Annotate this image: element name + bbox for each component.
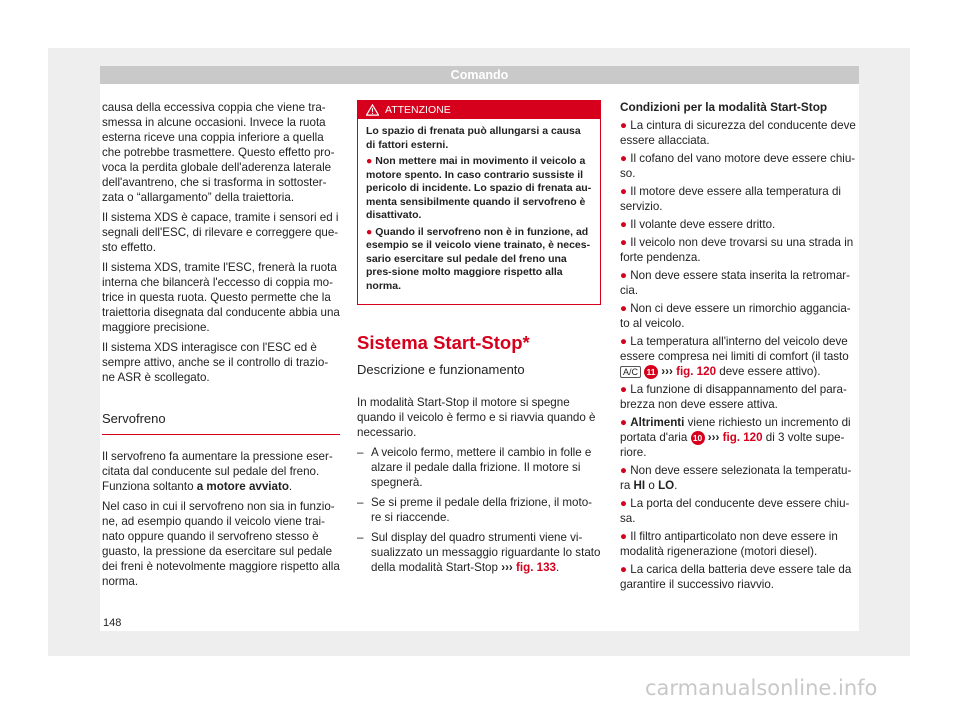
condition-item: ● Non ci deve essere un rimorchio aggancia-to al veicolo. (620, 302, 851, 330)
warning-triangle-icon (366, 104, 379, 116)
condition-item: ● Il volante deve essere dritto. (620, 218, 776, 231)
warning-box (357, 100, 601, 305)
callout-number: 11 (644, 365, 658, 379)
warning-intro: Lo spazio di frenata può allungarsi a causa di fattori esterni. (366, 125, 581, 151)
list-item: – Se si preme il pedale della frizione, il moto-re si riaccende. (357, 495, 601, 525)
ac-key-icon: A/C (620, 366, 641, 378)
column-middle (357, 100, 601, 580)
paragraph: Il servofreno fa aumentare la pressione eser-citata dal conducente sul pedale del freno. Funziona soltanto a motore avviato. (102, 450, 333, 493)
watermark: carmanualsonline.info (645, 676, 878, 700)
paragraph: Il sistema XDS, tramite l'ESC, frenerà la ruota interna che bilancerà l'eccesso di coppia mo-trice in questa ruota. Questo permette che la traiettoria disegnata dal conducente abbia una maggiore precisione. (102, 261, 340, 334)
warning-body (358, 119, 600, 293)
condition-item: ● Non deve essere stata inserita la retromar-cia. (620, 269, 850, 297)
condition-item: ● La porta del conducente deve essere chiu-sa. (620, 497, 850, 525)
condition-item: ● Il filtro antiparticolato non deve essere in modalità rigenerazione (motori diesel). (620, 530, 838, 558)
warning-header (358, 101, 600, 119)
paragraph: causa della eccessiva coppia che viene tra-smessa in alcune occasioni. Invece la ruota esterna riceve una coppia inferiore a quella che potrebbe trasmettere. Questo effetto pro-voca la perdita globale dell'aderenza laterale dell'avantreno, che si trasforma in sottoster-zata o “allargamento” della traiettoria. (102, 101, 335, 204)
callout-number: 10 (691, 431, 705, 445)
condition-item: ● Il veicolo non deve trovarsi su una strada in forte pendenza. (620, 236, 854, 264)
dash-list (357, 445, 601, 575)
warning-bullet: ● Quando il servofreno non è in funzione, ad esempio se il veicolo viene trainato, è neces-sario esercitare sul pedale del freno una pres-sione molto maggiore rispetto alla norma. (366, 225, 591, 292)
figure-link[interactable]: fig. 120 (676, 365, 717, 378)
column-left (102, 100, 340, 594)
list-item: – Sul display del quadro strumenti viene vi-sualizzato un messaggio riguardante lo stato della modalità Start-Stop ››› fig. 133. (357, 530, 601, 575)
page-header: Comando (100, 66, 859, 84)
condition-item: ● Non deve essere selezionata la temperatu-ra HI o LO. (620, 464, 852, 492)
figure-link[interactable]: fig. 133 (516, 561, 556, 574)
section-heading-servofreno (102, 411, 340, 435)
condition-item: ● La funzione di disappannamento del para-brezza non deve essere attiva. (620, 383, 847, 411)
reference-arrow: ››› (501, 561, 513, 574)
section-heading-text: Servofreno (102, 411, 166, 426)
condition-item: ● La cintura di sicurezza del conducente deve essere allacciata. (620, 119, 856, 147)
condition-item: ● Il cofano del vano motore deve essere chiu-so. (620, 152, 856, 180)
warning-label: ATTENZIONE (385, 104, 451, 116)
figure-link[interactable]: fig. 120 (722, 431, 763, 444)
list-item: – A veicolo fermo, mettere il cambio in folle e alzare il pedale dalla frizione. Il motore si spegnerà. (357, 445, 601, 490)
column-right (620, 100, 860, 595)
condition-item: ● La temperatura all'interno del veicolo deve essere compresa nei limiti di comfort (il tasto A/C 11 ››› fig. 120 deve essere attivo). (620, 335, 849, 378)
subsection-title: Descrizione e funzionamento (357, 362, 525, 377)
paragraph: In modalità Start-Stop il motore si spegne quando il veicolo è fermo e si riavvia quando è necessario. (357, 396, 596, 439)
page-number: 148 (103, 617, 122, 629)
condition-item: ● Il motore deve essere alla temperatura di servizio. (620, 185, 841, 213)
condition-item: ● Altrimenti viene richiesto un incremento di portata d'aria 10 ››› fig. 120 di 3 volte supe-riore. (620, 416, 851, 459)
paragraph: Nel caso in cui il servofreno non sia in funzio-ne, ad esempio quando il veicolo viene trai-nato oppure quando il servofreno stesso è guasto, la pressione da esercitare sul pedale dei freni è notevolmente maggiore rispetto alla norma. (102, 500, 340, 588)
condition-item: ● La carica della batteria deve essere tale da garantire il successivo riavvio. (620, 563, 852, 591)
paragraph: Il sistema XDS interagisce con l'ESC ed è sempre attivo, anche se il controllo di trazio-ne ASR è scollegato. (102, 341, 329, 384)
section-title: Sistema Start-Stop* (357, 332, 530, 353)
conditions-title: Condizioni per la modalità Start-Stop (620, 100, 828, 114)
paragraph: Il sistema XDS è capace, tramite i sensori ed i segnali dell'ESC, di rilevare e correggere que-sto effetto. (102, 211, 339, 254)
warning-bullet: ● Non mettere mai in movimento il veicolo a motore spento. In caso contrario sussiste il pericolo di incidente. Lo spazio di frenata au-menta sensibilmente quando il servofreno è disattivato. (366, 155, 592, 221)
